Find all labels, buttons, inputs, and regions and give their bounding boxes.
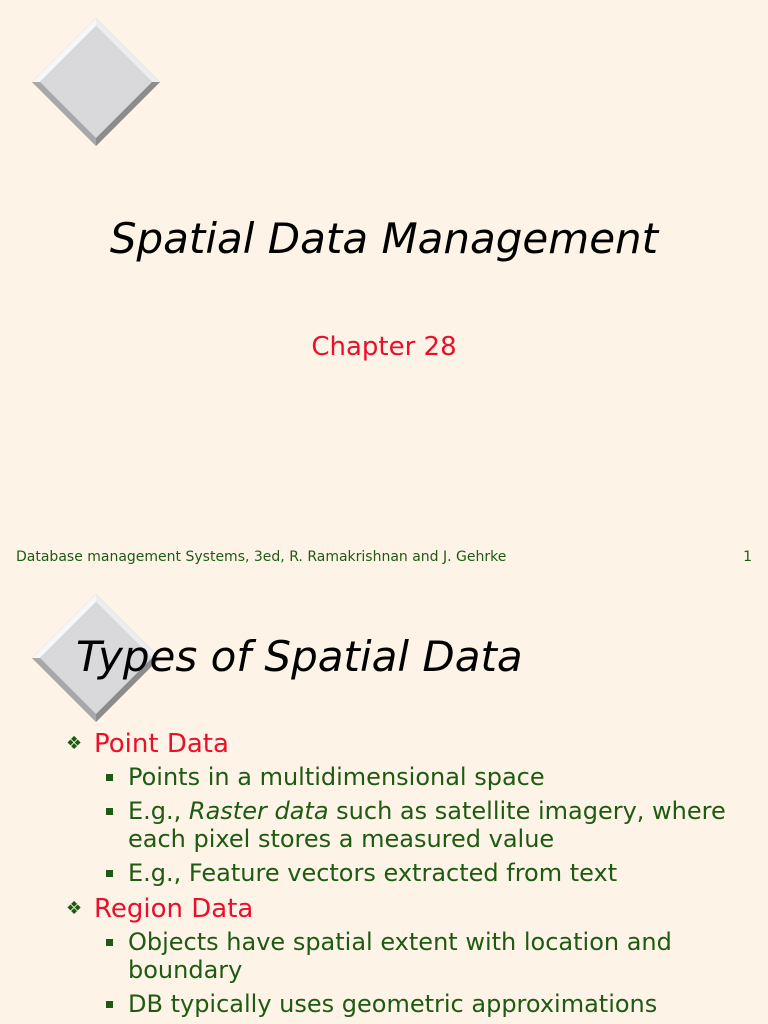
bullet-heading-text: Point Data — [94, 729, 229, 759]
sub-bullet-text: DB typically uses geometric approximations — [128, 990, 658, 1018]
sub-bullet-text: Objects have spatial extent with location and boundary — [128, 928, 672, 984]
slide-title: Spatial Data Management — [109, 214, 659, 263]
square-bullet-icon — [106, 870, 113, 877]
sub-bullet-emphasis: Raster data — [188, 797, 329, 825]
sub-bullet-text: Points in a multidimensional space — [128, 763, 545, 791]
sub-bullet-prefix: E.g., — [128, 797, 189, 825]
four-diamond-bullet-icon: ❖ — [66, 898, 83, 919]
square-bullet-icon — [106, 1001, 113, 1008]
square-bullet-icon — [106, 774, 113, 781]
page-number: 1 — [743, 549, 752, 565]
slide-2 — [0, 576, 768, 1024]
bullet-heading — [66, 728, 746, 760]
bullet-heading-text: Region Data — [94, 894, 254, 924]
sub-bullet-list — [66, 928, 746, 1018]
sub-bullet — [66, 763, 746, 791]
sub-bullet — [66, 990, 746, 1018]
sub-bullet-list — [66, 763, 746, 887]
slide-title: Types of Spatial Data — [76, 632, 523, 681]
sub-bullet-text: such as satellite imagery, where each pixel stores a measured value — [128, 797, 726, 853]
four-diamond-bullet-icon: ❖ — [66, 733, 83, 754]
slide-footer: Database management Systems, 3ed, R. Ramakrishnan and J. Gehrke — [16, 549, 507, 565]
bullet-content — [66, 728, 746, 1024]
bullet-heading — [66, 893, 746, 925]
sub-bullet — [66, 797, 746, 853]
sub-bullet — [66, 928, 746, 984]
diamond-logo-icon — [30, 16, 162, 148]
slide-subtitle: Chapter 28 — [311, 332, 457, 362]
sub-bullet-text: E.g., Feature vectors extracted from text — [128, 859, 618, 887]
square-bullet-icon — [106, 939, 113, 946]
square-bullet-icon — [106, 808, 113, 815]
sub-bullet — [66, 859, 746, 887]
